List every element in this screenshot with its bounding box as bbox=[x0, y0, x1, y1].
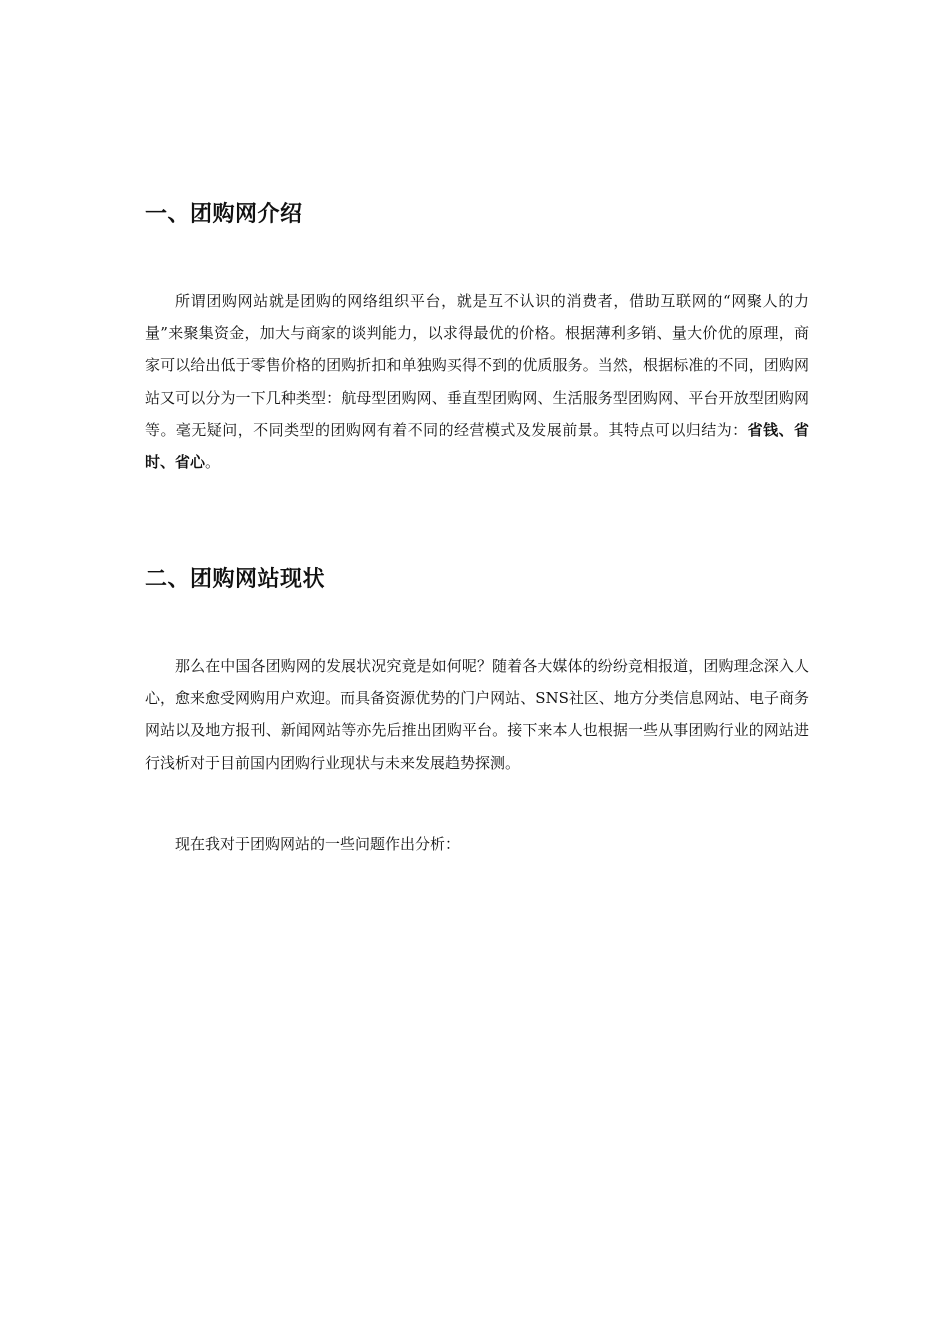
section-2-intro-line: 现在我对于团购网站的一些问题作出分析： bbox=[175, 835, 461, 853]
section-1-paragraph-text: 所谓团购网站就是团购的网络组织平台，就是互不认识的消费者，借助互联网的“网聚人的力量”来聚集资金，加大与商家的谈判能力，以求得最优的价格。根据薄利多销、量大价优的原理，商家可以给出低于零售价格的团购折扣和单独购买得不到的优质服务。当然，根据标准的不同，团购网站又可以分为一下几种类型：航母型团购网、垂直型团购网、生活服务型团购网、平台开放型团购网等。毫无疑问，不同类型的团购网有着不同的经营模式及发展前景。其特点可以归结为： bbox=[145, 292, 809, 439]
section-2-heading: 二、团购网站现状 bbox=[145, 567, 326, 592]
section-1-paragraph bbox=[145, 285, 809, 478]
section-1-emphasis: 省钱、省时、省心 bbox=[145, 420, 809, 472]
section-2-paragraph: 那么在中国各团购网的发展状况究竟是如何呢？随着各大媒体的纷纷竞相报道，团购理念深入人心，愈来愈受网购用户欢迎。而具备资源优势的门户网站、SNS社区、地方分类信息网站、电子商务网站以及地方报刊、新闻网站等亦先后推出团购平台。接下来本人也根据一些从事团购行业的网站进行浅析对于目前国内团购行业现状与未来发展趋势探测。 bbox=[145, 657, 809, 772]
section-1-heading: 一、团购网介绍 bbox=[145, 202, 303, 227]
section-1-paragraph-ending: 。 bbox=[205, 453, 221, 472]
